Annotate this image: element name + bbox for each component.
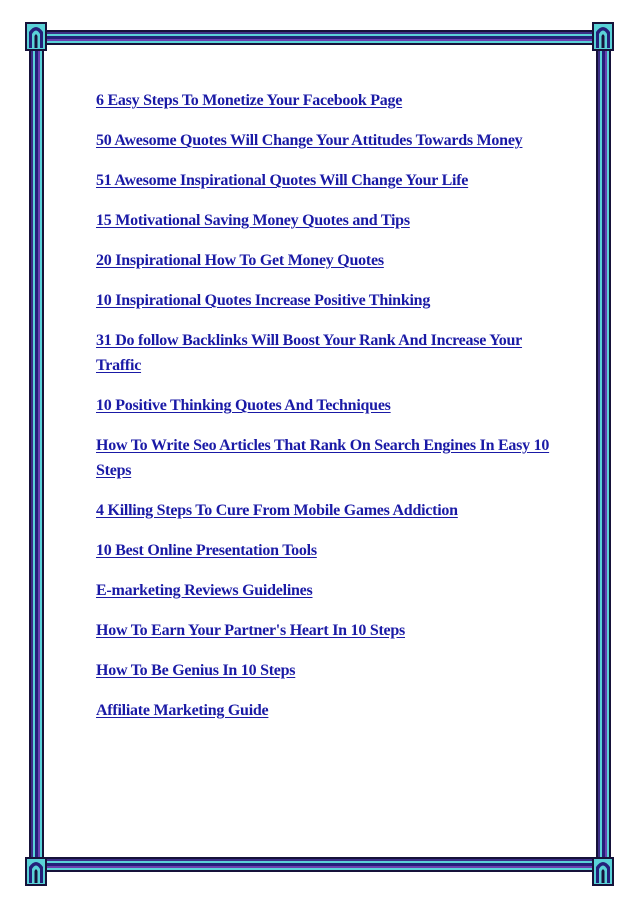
border-right — [596, 42, 611, 862]
border-bottom — [40, 857, 598, 872]
corner-ornament-icon — [591, 18, 615, 52]
article-link[interactable]: 51 Awesome Inspirational Quotes Will Change Your Life — [96, 172, 469, 189]
corner-ornament-icon — [24, 18, 48, 52]
article-link[interactable]: How To Be Genius In 10 Steps — [96, 662, 296, 679]
article-link[interactable]: E-marketing Reviews Guidelines — [96, 582, 313, 599]
article-link[interactable]: Affiliate Marketing Guide — [96, 702, 269, 719]
article-link[interactable]: 31 Do follow Backlinks Will Boost Your Rank And Increase Your Traffic — [96, 332, 523, 374]
border-top — [40, 30, 598, 45]
article-link[interactable]: 50 Awesome Quotes Will Change Your Attitudes Towards Money — [96, 132, 523, 149]
article-link[interactable]: 4 Killing Steps To Cure From Mobile Games Addiction — [96, 502, 458, 519]
article-link[interactable]: 10 Best Online Presentation Tools — [96, 542, 317, 559]
article-link[interactable]: How To Earn Your Partner's Heart In 10 Steps — [96, 622, 406, 639]
article-link[interactable]: 10 Inspirational Quotes Increase Positive Thinking — [96, 292, 431, 309]
article-link[interactable]: 15 Motivational Saving Money Quotes and Tips — [96, 212, 410, 229]
article-link-list — [96, 88, 566, 738]
article-link[interactable]: How To Write Seo Articles That Rank On Search Engines In Easy 10 Steps — [96, 437, 550, 479]
corner-ornament-icon — [591, 853, 615, 887]
article-link[interactable]: 10 Positive Thinking Quotes And Techniques — [96, 397, 391, 414]
article-link[interactable]: 6 Easy Steps To Monetize Your Facebook Page — [96, 92, 403, 109]
border-left — [29, 42, 44, 862]
corner-ornament-icon — [24, 853, 48, 887]
article-link[interactable]: 20 Inspirational How To Get Money Quotes — [96, 252, 384, 269]
